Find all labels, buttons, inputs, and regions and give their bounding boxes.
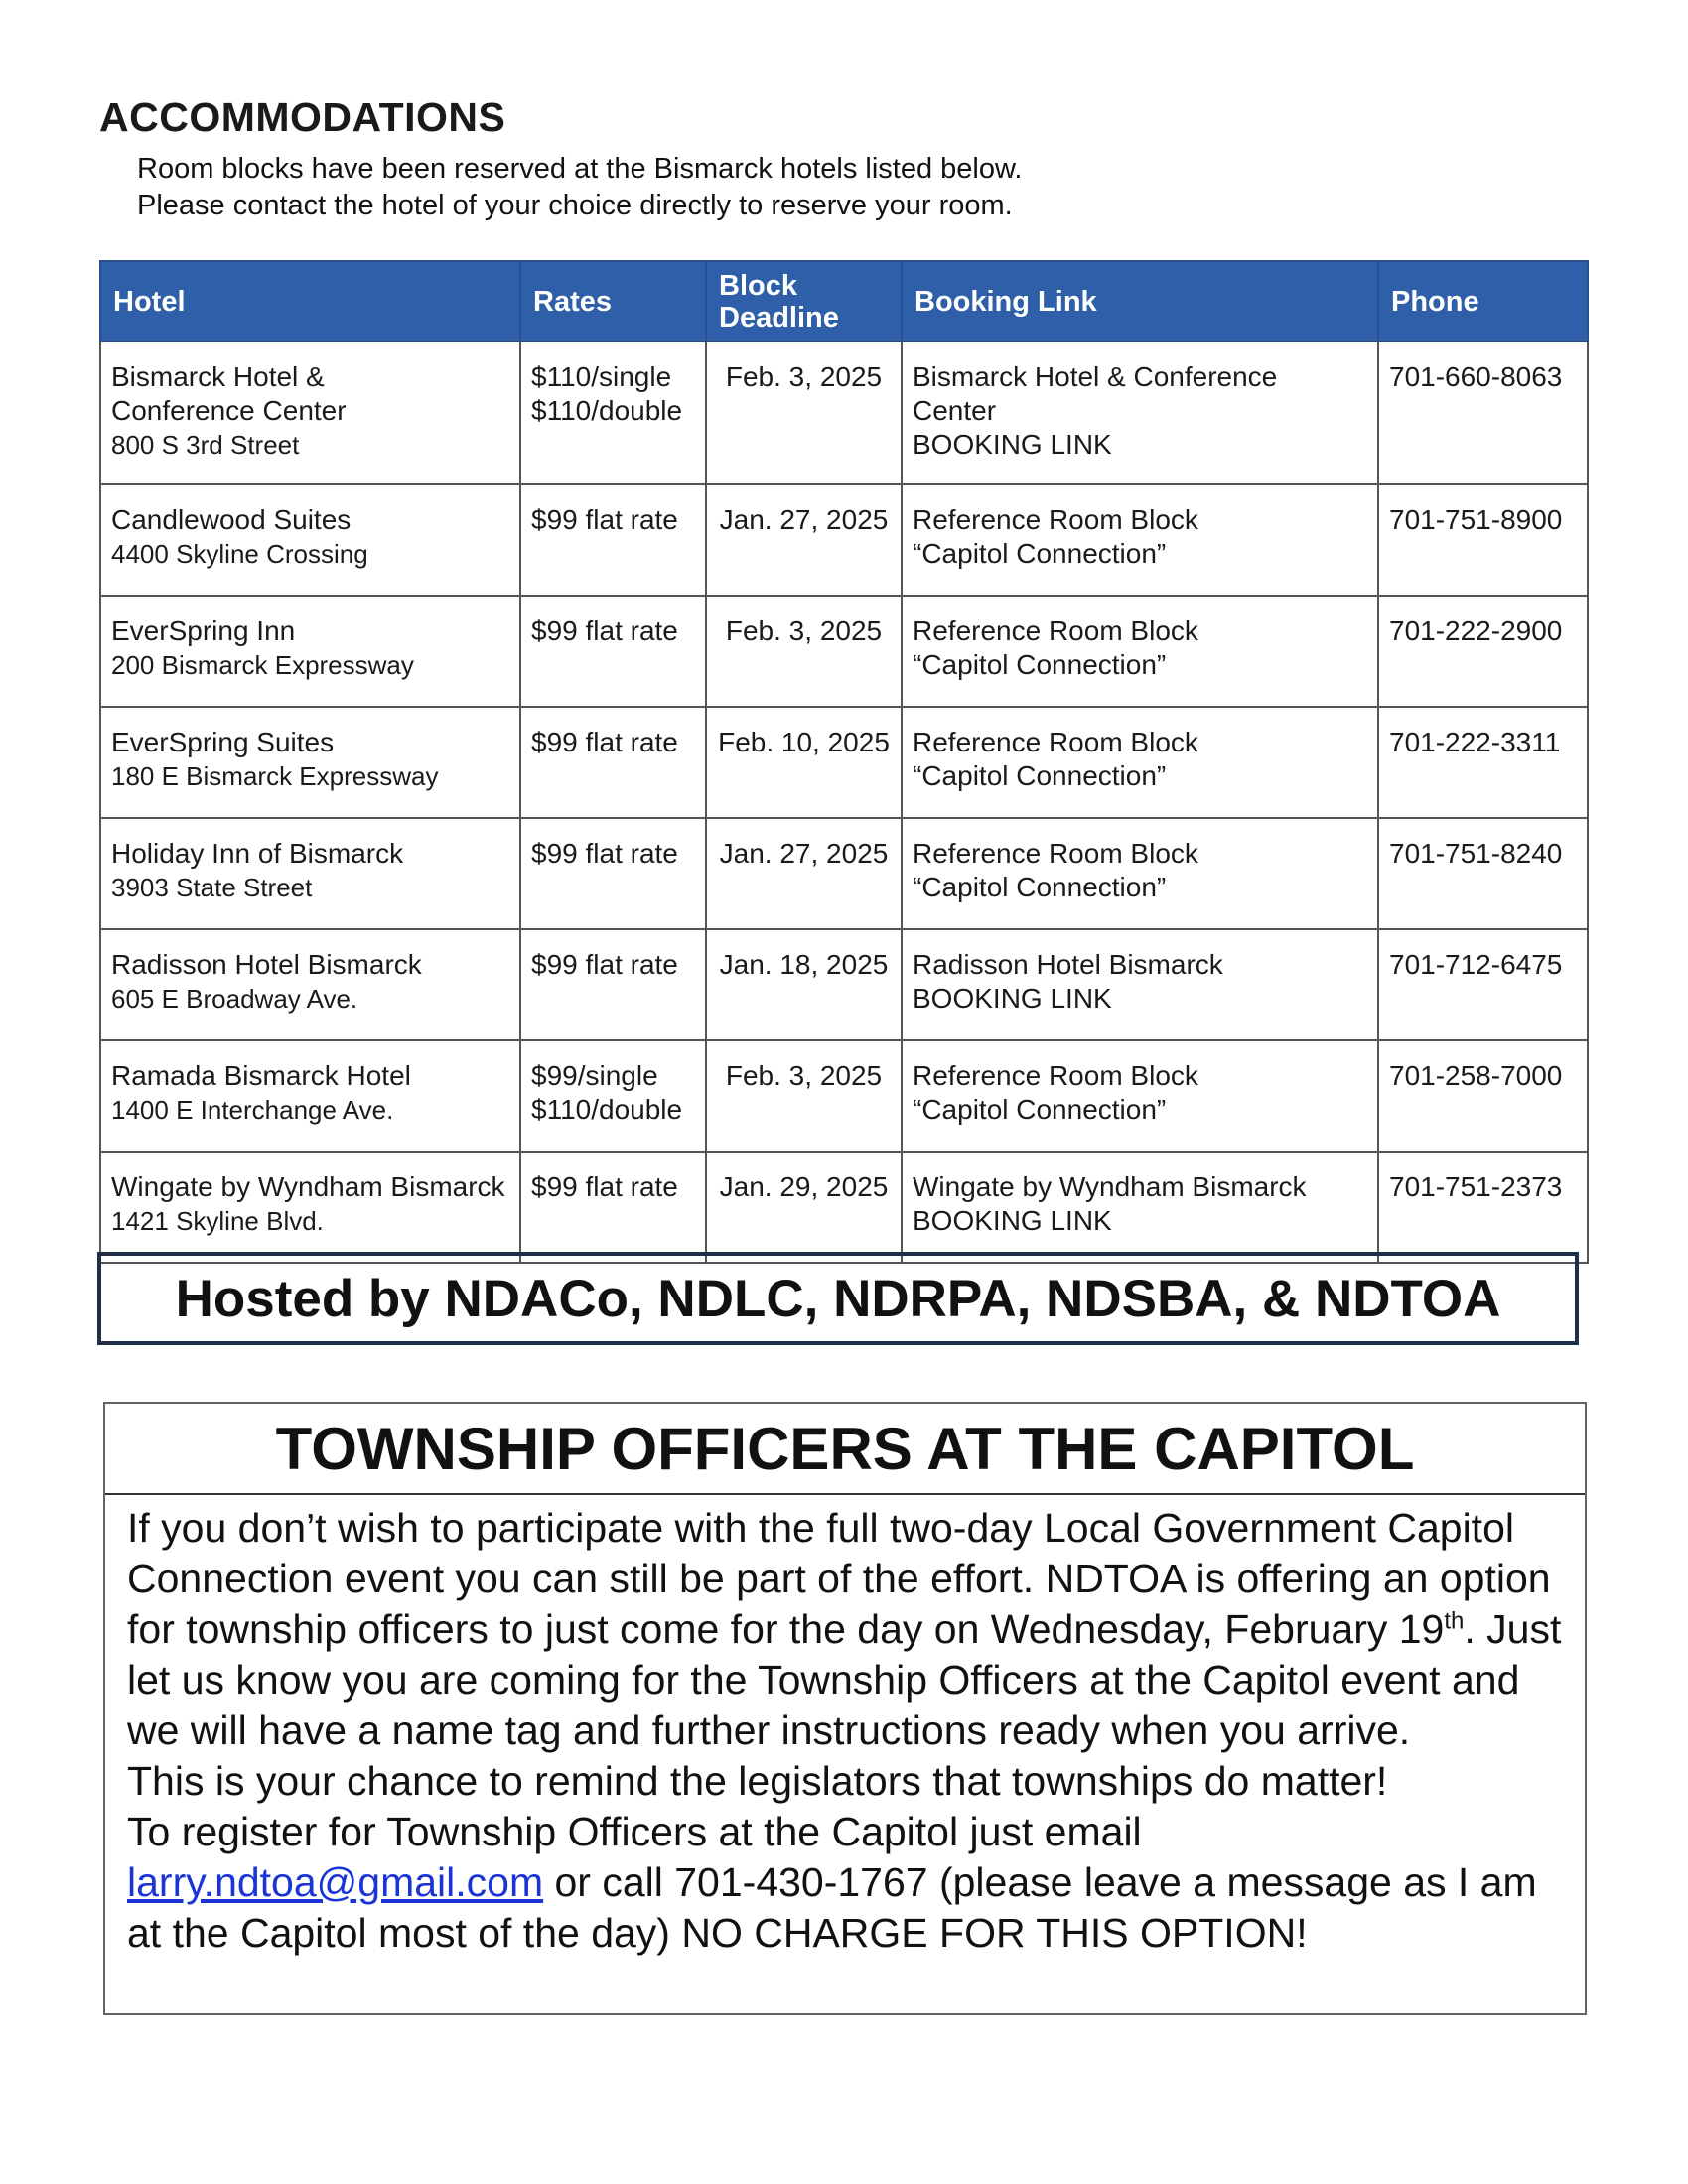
- booking-line1: Wingate by Wyndham Bismarck: [913, 1171, 1307, 1202]
- rates-cell: $99 flat rate: [520, 707, 706, 818]
- hotel-name: EverSpring Inn: [111, 615, 296, 646]
- booking-line1: Reference Room Block: [913, 615, 1198, 646]
- hotel-address: 800 S 3rd Street: [111, 430, 300, 460]
- hotel-address: 3903 State Street: [111, 873, 313, 902]
- booking-line1: Radisson Hotel Bismarck: [913, 949, 1223, 980]
- hotel-name: Wingate by Wyndham Bismarck: [111, 1171, 505, 1202]
- booking-line1: Bismarck Hotel & Conference Center: [913, 361, 1278, 426]
- table-row: [100, 929, 1588, 1040]
- hotel-name-line2: Conference Center: [111, 395, 347, 426]
- hotel-cell: [100, 929, 520, 1040]
- booking-line1: Reference Room Block: [913, 727, 1198, 757]
- intro-line-1: Room blocks have been reserved at the Bismarck hotels listed below.: [137, 153, 1023, 185]
- table-row: [100, 1152, 1588, 1263]
- township-p3-part1: To register for Township Officers at the Capitol just email: [127, 1809, 1142, 1854]
- booking-cell: [902, 484, 1378, 596]
- phone-cell: 701-751-8240: [1378, 818, 1588, 929]
- booking-line2: “Capitol Connection”: [913, 760, 1167, 791]
- township-p1-part2: . Just let us know you are coming for the Township Officers at the Capitol event and we will have a name tag and further instructions ready when you arrive.: [127, 1606, 1562, 1753]
- phone-cell: 701-660-8063: [1378, 341, 1588, 484]
- table-row: [100, 596, 1588, 707]
- header-rates: Rates: [520, 261, 706, 341]
- hotel-cell: [100, 341, 520, 484]
- booking-cell: [902, 1040, 1378, 1152]
- hotel-address: 4400 Skyline Crossing: [111, 539, 368, 569]
- deadline-cell: Jan. 27, 2025: [706, 818, 902, 929]
- township-p3-part2: or call 701-430-1767 (please leave a message as I am at the Capitol most of the day) NO CHARGE FOR THIS OPTION!: [127, 1859, 1537, 1956]
- township-p1-part1: If you don’t wish to participate with the full two-day Local Government Capitol Connection event you can still be part of the effort. NDTOA is offering an option for township officers to just come for the day on Wednesday, February 19: [127, 1505, 1551, 1652]
- hotel-name: EverSpring Suites: [111, 727, 335, 757]
- booking-line2: “Capitol Connection”: [913, 872, 1167, 902]
- accommodations-title: ACCOMMODATIONS: [99, 94, 506, 140]
- booking-link[interactable]: BOOKING LINK: [913, 429, 1112, 460]
- header-hotel: Hotel: [100, 261, 520, 341]
- booking-link[interactable]: BOOKING LINK: [913, 1205, 1112, 1236]
- rates-cell: $99 flat rate: [520, 818, 706, 929]
- table-header-row: [100, 261, 1588, 341]
- intro-line-2: Please contact the hotel of your choice directly to reserve your room.: [137, 190, 1013, 221]
- booking-line2: “Capitol Connection”: [913, 538, 1167, 569]
- deadline-cell: Jan. 27, 2025: [706, 484, 902, 596]
- rate-line2: $110/double: [531, 395, 683, 426]
- rates-cell: [520, 341, 706, 484]
- header-block-deadline: [706, 261, 902, 341]
- deadline-cell: Feb. 3, 2025: [706, 1040, 902, 1152]
- booking-line1: Reference Room Block: [913, 838, 1198, 869]
- township-title: TOWNSHIP OFFICERS AT THE CAPITOL: [105, 1404, 1585, 1495]
- hotel-address: 605 E Broadway Ave.: [111, 984, 358, 1014]
- township-paragraph-3: [127, 1807, 1577, 1959]
- township-p1-superscript: th: [1444, 1607, 1465, 1635]
- hotel-address: 180 E Bismarck Expressway: [111, 761, 439, 791]
- email-link[interactable]: larry.ndtoa@gmail.com: [127, 1859, 544, 1905]
- table-row: [100, 484, 1588, 596]
- hotel-address: 1400 E Interchange Ave.: [111, 1095, 394, 1125]
- hotel-name: Bismarck Hotel &: [111, 361, 325, 392]
- hotels-table: [99, 260, 1589, 1264]
- table-row: [100, 1040, 1588, 1152]
- booking-link[interactable]: BOOKING LINK: [913, 983, 1112, 1014]
- rates-cell: $99 flat rate: [520, 929, 706, 1040]
- phone-cell: 701-222-2900: [1378, 596, 1588, 707]
- booking-cell[interactable]: [902, 929, 1378, 1040]
- phone-cell: 701-751-2373: [1378, 1152, 1588, 1263]
- deadline-cell: Feb. 3, 2025: [706, 596, 902, 707]
- township-paragraph-1: [127, 1503, 1577, 1756]
- table-row: [100, 341, 1588, 484]
- hotel-name: Ramada Bismarck Hotel: [111, 1060, 411, 1091]
- table-row: [100, 707, 1588, 818]
- hotel-cell: [100, 707, 520, 818]
- hosted-by-banner: Hosted by NDACo, NDLC, NDRPA, NDSBA, & NDTOA: [97, 1252, 1579, 1345]
- deadline-cell: Feb. 10, 2025: [706, 707, 902, 818]
- header-deadline-line1: Block: [719, 269, 797, 302]
- booking-line2: “Capitol Connection”: [913, 649, 1167, 680]
- table-row: [100, 818, 1588, 929]
- hotel-cell: [100, 596, 520, 707]
- hotel-name: Radisson Hotel Bismarck: [111, 949, 422, 980]
- hotel-name: Candlewood Suites: [111, 504, 352, 535]
- hotel-address: 1421 Skyline Blvd.: [111, 1206, 324, 1236]
- rates-cell: $99 flat rate: [520, 484, 706, 596]
- deadline-cell: Jan. 29, 2025: [706, 1152, 902, 1263]
- rate-line1: $99/single: [531, 1060, 658, 1091]
- hotel-cell: [100, 1040, 520, 1152]
- hotel-cell: [100, 484, 520, 596]
- header-booking-link: Booking Link: [902, 261, 1378, 341]
- booking-cell: [902, 818, 1378, 929]
- phone-cell: 701-712-6475: [1378, 929, 1588, 1040]
- booking-cell: [902, 707, 1378, 818]
- accommodations-intro: [137, 151, 1022, 224]
- rates-cell: $99 flat rate: [520, 1152, 706, 1263]
- phone-cell: 701-258-7000: [1378, 1040, 1588, 1152]
- township-body: [127, 1503, 1577, 1959]
- hotel-address: 200 Bismarck Expressway: [111, 650, 414, 680]
- booking-line1: Reference Room Block: [913, 1060, 1198, 1091]
- header-deadline-line2: Deadline: [719, 301, 839, 334]
- phone-cell: 701-751-8900: [1378, 484, 1588, 596]
- booking-cell: [902, 596, 1378, 707]
- booking-cell[interactable]: [902, 341, 1378, 484]
- hotel-cell: [100, 1152, 520, 1263]
- hotel-name: Holiday Inn of Bismarck: [111, 838, 404, 869]
- township-paragraph-2: This is your chance to remind the legislators that townships do matter!: [127, 1758, 1388, 1804]
- booking-line2: “Capitol Connection”: [913, 1094, 1167, 1125]
- hotel-cell: [100, 818, 520, 929]
- booking-cell[interactable]: [902, 1152, 1378, 1263]
- deadline-cell: Feb. 3, 2025: [706, 341, 902, 484]
- booking-line1: Reference Room Block: [913, 504, 1198, 535]
- header-phone: Phone: [1378, 261, 1588, 341]
- rate-line2: $110/double: [531, 1094, 683, 1125]
- rates-cell: $99 flat rate: [520, 596, 706, 707]
- phone-cell: 701-222-3311: [1378, 707, 1588, 818]
- rates-cell: [520, 1040, 706, 1152]
- rate-line1: $110/single: [531, 361, 672, 392]
- township-officers-box: [103, 1402, 1587, 2015]
- deadline-cell: Jan. 18, 2025: [706, 929, 902, 1040]
